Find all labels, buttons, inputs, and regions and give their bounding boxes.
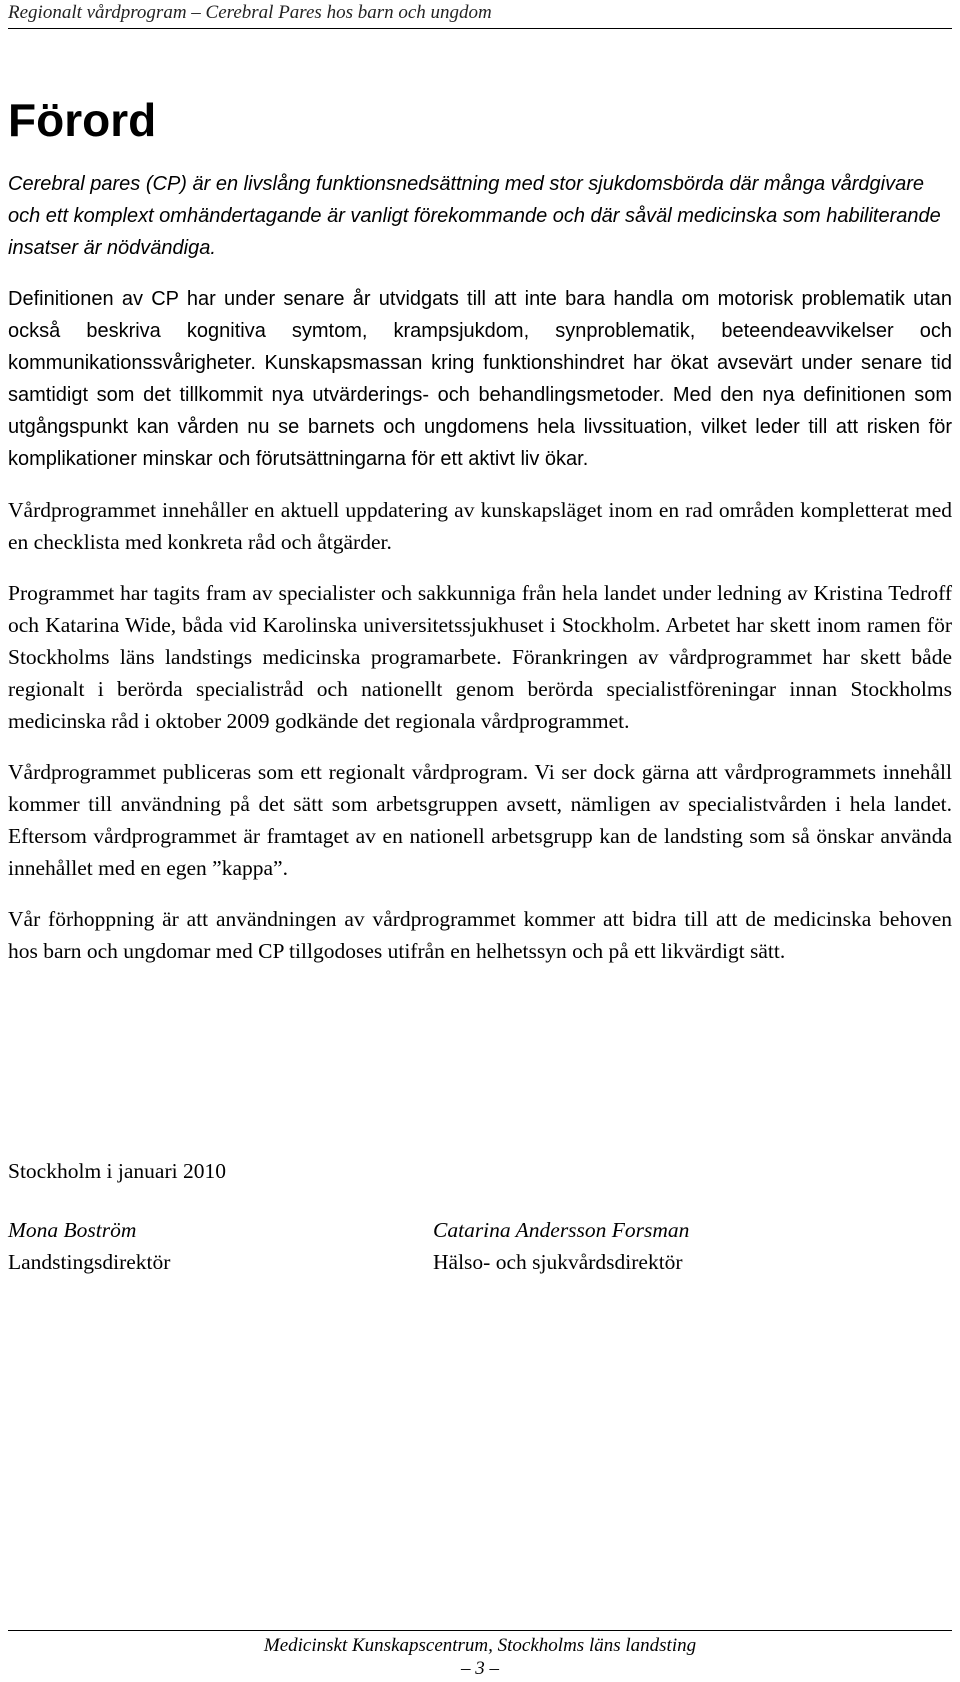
running-header: Regionalt vårdprogram – Cerebral Pares hos barn och ungdom (8, 2, 492, 23)
signatory-role: Landstingsdirektör (8, 1250, 171, 1274)
page-title: Förord (8, 94, 157, 146)
paragraph-intro: Cerebral pares (CP) är en livslång funktionsnedsättning med stor sjukdomsbörda där många vårdgivare och ett komplext omhändertagande är vanligt förekommande och där såväl medicinska som habiliterande insatser är nödvändiga. (8, 173, 941, 259)
paragraph-hope: Vår förhoppning är att användningen av vårdprogrammet kommer att bidra till att de medicinska behoven hos barn och ungdomar med CP tillgodoses utifrån en helhetssyn och på ett likvärdigt sätt. (8, 907, 952, 963)
page-number: – 3 – (461, 1658, 499, 1679)
paragraph-authors: Programmet har tagits fram av specialister och sakkunniga från hela landet under ledning av Kristina Tedroff och Katarina Wide, båda vid Karolinska universitetssjukhuset i Stockholm. Arbetet har skett inom ramen för Stockholms läns landstings medicinska programarbete. Förankringen av vårdprogrammet har skett både regionalt i berörda specialistråd och nationellt genom berörda specialistföreningar innan Stockholms medicinska råd i oktober 2009 godkände det regionala vårdprogrammet. (8, 581, 952, 733)
body-text (8, 168, 952, 986)
signatory-name: Mona Boström (8, 1218, 137, 1242)
signatory-name: Catarina Andersson Forsman (433, 1218, 690, 1242)
signatory-role: Hälso- och sjukvårdsdirektör (433, 1250, 683, 1274)
footer-divider (8, 1630, 952, 1631)
signature-left (8, 1214, 170, 1278)
signature-right (433, 1214, 689, 1278)
paragraph-publication: Vårdprogrammet publiceras som ett regionalt vårdprogram. Vi ser dock gärna att vårdprogrammets innehåll kommer till användning på det sätt som arbetsgruppen avsett, nämligen av specialistvården i hela landet. Eftersom vårdprogrammet är framtaget av en nationell arbetsgrupp kan de landsting som så önskar använda innehållet med en egen ”kappa”. (8, 760, 952, 880)
paragraph-content: Vårdprogrammet innehåller en aktuell uppdatering av kunskapsläget inom en rad områden kompletterat med en checklista med konkreta råd och åtgärder. (8, 498, 952, 554)
paragraph-definition: Definitionen av CP har under senare år utvidgats till att inte bara handla om motorisk problematik utan också beskriva kognitiva symtom, krampsjukdom, synproblematik, beteendeavvikelser och kommunikationssvårigheter. Kunskapsmassan kring funktionshindret har ökat avsevärt under senare tid samtidigt som det tillkommit nya utvärderings- och behandlingsmetoder. Med den nya definitionen som utgångspunkt kan vården nu se barnets och ungdomens hela livssituation, vilket leder till att risken för komplikationer minskar och förutsättningarna för ett aktivt liv ökar. (8, 288, 952, 470)
footer-organization: Medicinskt Kunskapscentrum, Stockholms läns landsting (263, 1635, 697, 1656)
header-divider (8, 28, 952, 29)
place-date: Stockholm i januari 2010 (8, 1159, 226, 1183)
